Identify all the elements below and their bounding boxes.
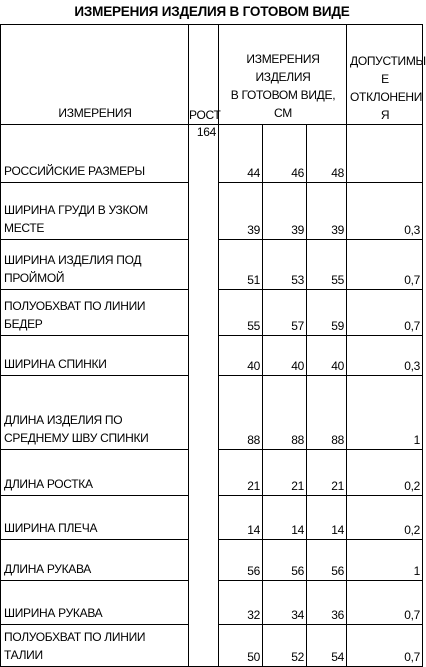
size-value: 32 <box>219 581 263 625</box>
header-tolerance: ДОПУСТИМЫ Е ОТКЛОНЕНИ Я <box>347 25 423 125</box>
tolerance-value: 0,7 <box>347 581 423 625</box>
size-value: 88 <box>263 376 307 450</box>
tolerance-value: 0,2 <box>347 496 423 540</box>
size-value: 53 <box>263 240 307 290</box>
size-value: 40 <box>307 336 347 376</box>
size-value: 21 <box>219 450 263 496</box>
size-value: 34 <box>263 581 307 625</box>
tolerance-value <box>347 125 423 183</box>
size-value: 14 <box>263 496 307 540</box>
tolerance-value: 0,2 <box>347 450 423 496</box>
tolerance-value: 0,7 <box>347 290 423 336</box>
tolerance-value: 1 <box>347 376 423 450</box>
header-height: РОСТ <box>189 25 219 125</box>
measurements-table <box>0 24 426 667</box>
tolerance-value: 0,7 <box>347 240 423 290</box>
height-value: 164 <box>196 125 216 139</box>
size-value: 50 <box>219 625 263 667</box>
size-value: 59 <box>307 290 347 336</box>
measurement-label: ДЛИНА ИЗДЕЛИЯ ПО СРЕДНЕМУ ШВУ СПИНКИ <box>1 376 189 450</box>
measurement-label: ПОЛУОБХВАТ ПО ЛИНИИ БЕДЕР <box>1 290 189 336</box>
header-row <box>1 25 423 125</box>
size-value: 55 <box>307 240 347 290</box>
size-value: 40 <box>219 336 263 376</box>
size-value: 88 <box>307 376 347 450</box>
measurement-label: ШИРИНА ИЗДЕЛИЯ ПОД ПРОЙМОЙ <box>1 240 189 290</box>
size-value: 44 <box>219 125 263 183</box>
size-value: 46 <box>263 125 307 183</box>
size-value: 56 <box>307 540 347 581</box>
size-value: 39 <box>307 183 347 240</box>
document-title: ИЗМЕРЕНИЯ ИЗДЕЛИЯ В ГОТОВОМ ВИДЕ <box>74 4 350 19</box>
size-value: 54 <box>307 625 347 667</box>
size-value: 52 <box>263 625 307 667</box>
measurement-label: ШИРИНА ПЛЕЧА <box>1 496 189 540</box>
size-value: 56 <box>263 540 307 581</box>
size-value: 57 <box>263 290 307 336</box>
measurement-label: ШИРИНА СПИНКИ <box>1 336 189 376</box>
size-value: 56 <box>219 540 263 581</box>
table-row <box>1 125 423 183</box>
tolerance-value: 0,3 <box>347 336 423 376</box>
size-value: 21 <box>307 450 347 496</box>
size-value: 55 <box>219 290 263 336</box>
size-value: 48 <box>307 125 347 183</box>
measurement-label: ШИРИНА ГРУДИ В УЗКОМ МЕСТЕ <box>1 183 189 240</box>
size-value: 88 <box>219 376 263 450</box>
height-cell <box>189 125 219 667</box>
size-value: 14 <box>307 496 347 540</box>
tolerance-value: 0,7 <box>347 625 423 667</box>
size-value: 39 <box>219 183 263 240</box>
size-value: 40 <box>263 336 307 376</box>
measurement-label: ШИРИНА РУКАВА <box>1 581 189 625</box>
measurement-label: ПОЛУОБХВАТ ПО ЛИНИИ ТАЛИИ <box>1 625 189 667</box>
size-value: 51 <box>219 240 263 290</box>
header-measurements: ИЗМЕРЕНИЯ <box>1 25 189 125</box>
size-value: 39 <box>263 183 307 240</box>
tolerance-value: 1 <box>347 540 423 581</box>
measurement-label: РОССИЙСКИЕ РАЗМЕРЫ <box>1 125 189 183</box>
size-value: 14 <box>219 496 263 540</box>
size-value: 36 <box>307 581 347 625</box>
measurement-label: ДЛИНА РУКАВА <box>1 540 189 581</box>
size-value: 21 <box>263 450 307 496</box>
measurement-label: ДЛИНА РОСТКА <box>1 450 189 496</box>
tolerance-value: 0,3 <box>347 183 423 240</box>
header-finished-dimensions: ИЗМЕРЕНИЯ ИЗДЕЛИЯ В ГОТОВОМ ВИДЕ, СМ <box>219 25 347 125</box>
